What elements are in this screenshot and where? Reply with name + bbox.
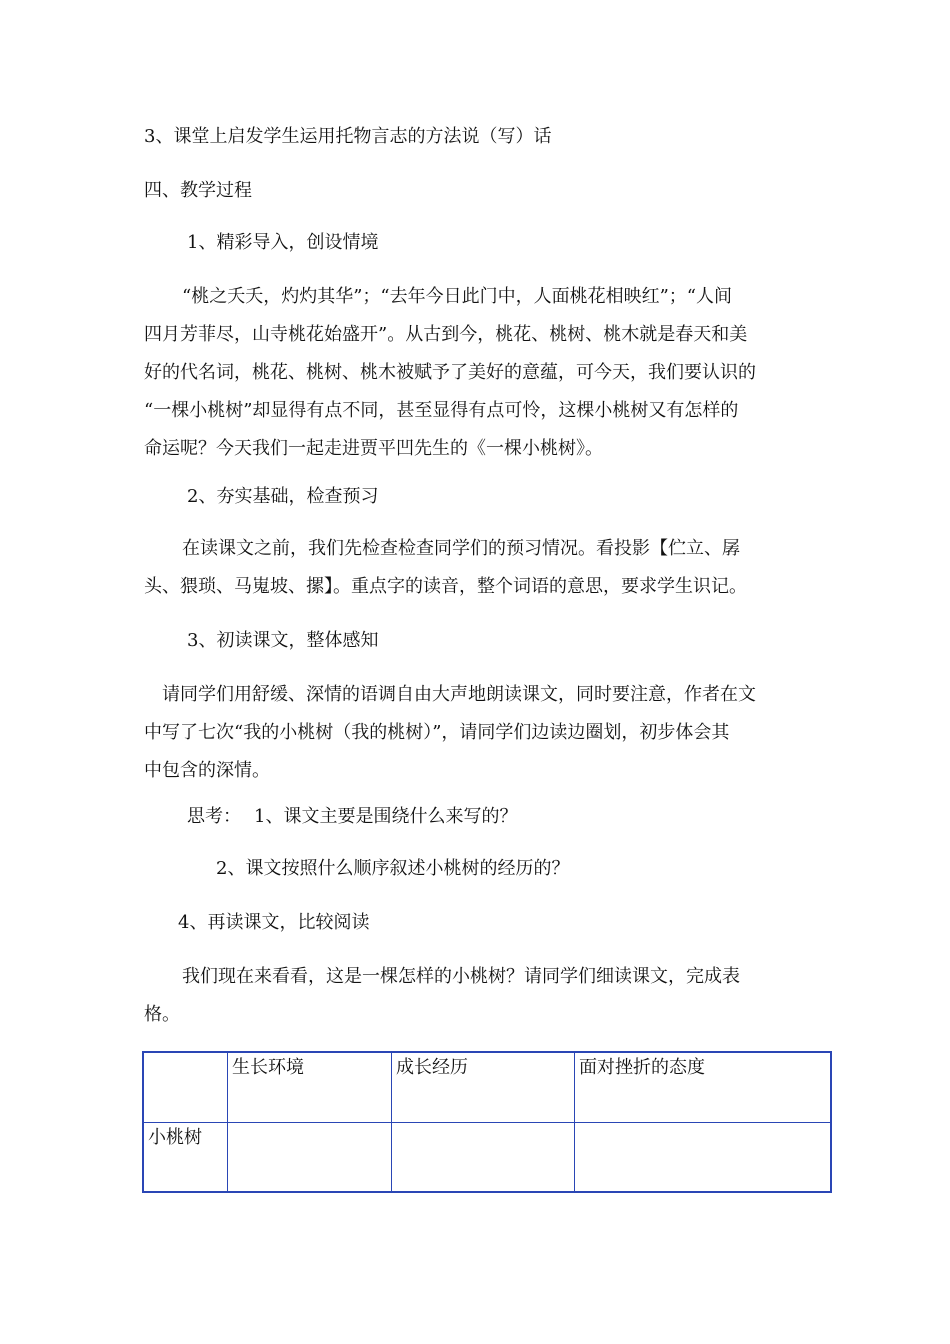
table-header-cell: 成长经历 bbox=[392, 1052, 575, 1122]
step1-heading: 1、精彩导入，创设情境 bbox=[187, 232, 379, 253]
think-label: 思考： bbox=[187, 806, 241, 827]
table-header-row bbox=[143, 1052, 831, 1122]
step3-paragraph bbox=[144, 676, 809, 790]
comparison-table bbox=[142, 1051, 832, 1193]
step3-heading: 3、初读课文，整体感知 bbox=[187, 630, 379, 651]
step2-line: 在读课文之前，我们先检查检查同学们的预习情况。看投影【伫立、孱 bbox=[182, 538, 740, 559]
step1-line: “一棵小桃树”却显得有点不同，甚至显得有点可怜，这棵小桃树又有怎样的 bbox=[144, 400, 739, 421]
table-header-cell: 面对挫折的态度 bbox=[575, 1052, 832, 1122]
table-header-cell bbox=[143, 1052, 228, 1122]
think-question-1: 1、课文主要是围绕什么来写的？ bbox=[254, 806, 518, 827]
step4-paragraph bbox=[144, 958, 809, 1034]
step2-heading: 2、夯实基础，检查预习 bbox=[187, 486, 379, 507]
table-cell[interactable] bbox=[575, 1122, 832, 1192]
step4-heading: 4、再读课文，比较阅读 bbox=[178, 912, 370, 933]
step3-line: 中写了七次“我的小桃树（我的桃树）”，请同学们边读边圈划，初步体会其 bbox=[144, 722, 730, 743]
table-cell[interactable] bbox=[228, 1122, 392, 1192]
section-heading-teaching-process: 四、教学过程 bbox=[144, 180, 252, 201]
step4-line: 我们现在来看看，这是一棵怎样的小桃树？请同学们细读课文，完成表 bbox=[182, 966, 740, 987]
step1-line: 命运呢？今天我们一起走进贾平凹先生的《一棵小桃树》。 bbox=[144, 438, 603, 459]
table-header-cell: 生长环境 bbox=[228, 1052, 392, 1122]
table-row bbox=[143, 1122, 831, 1192]
step1-line: “桃之夭夭，灼灼其华”；“去年今日此门中，人面桃花相映红”；“人间 bbox=[182, 286, 733, 307]
step1-paragraph bbox=[144, 278, 809, 468]
step1-line: 好的代名词，桃花、桃树、桃木被赋予了美好的意蕴，可今天，我们要认识的 bbox=[144, 362, 756, 383]
step3-line: 请同学们用舒缓、深情的语调自由大声地朗读课文，同时要注意，作者在文 bbox=[162, 684, 756, 705]
table-cell[interactable] bbox=[392, 1122, 575, 1192]
step1-line: 四月芳菲尽，山寺桃花始盛开”。从古到今，桃花、桃树、桃木就是春天和美 bbox=[144, 324, 748, 345]
think-question-2: 2、课文按照什么顺序叙述小桃树的经历的？ bbox=[216, 858, 570, 879]
step3-line: 中包含的深情。 bbox=[144, 760, 270, 781]
step2-line: 头、猥琐、马嵬坡、摞】。重点字的读音，整个词语的意思，要求学生识记。 bbox=[144, 576, 747, 597]
step4-line: 格。 bbox=[144, 1004, 180, 1025]
table-row-label: 小桃树 bbox=[143, 1122, 228, 1192]
objective-item-3: 3、课堂上启发学生运用托物言志的方法说（写）话 bbox=[144, 126, 552, 147]
step2-paragraph bbox=[144, 530, 809, 606]
